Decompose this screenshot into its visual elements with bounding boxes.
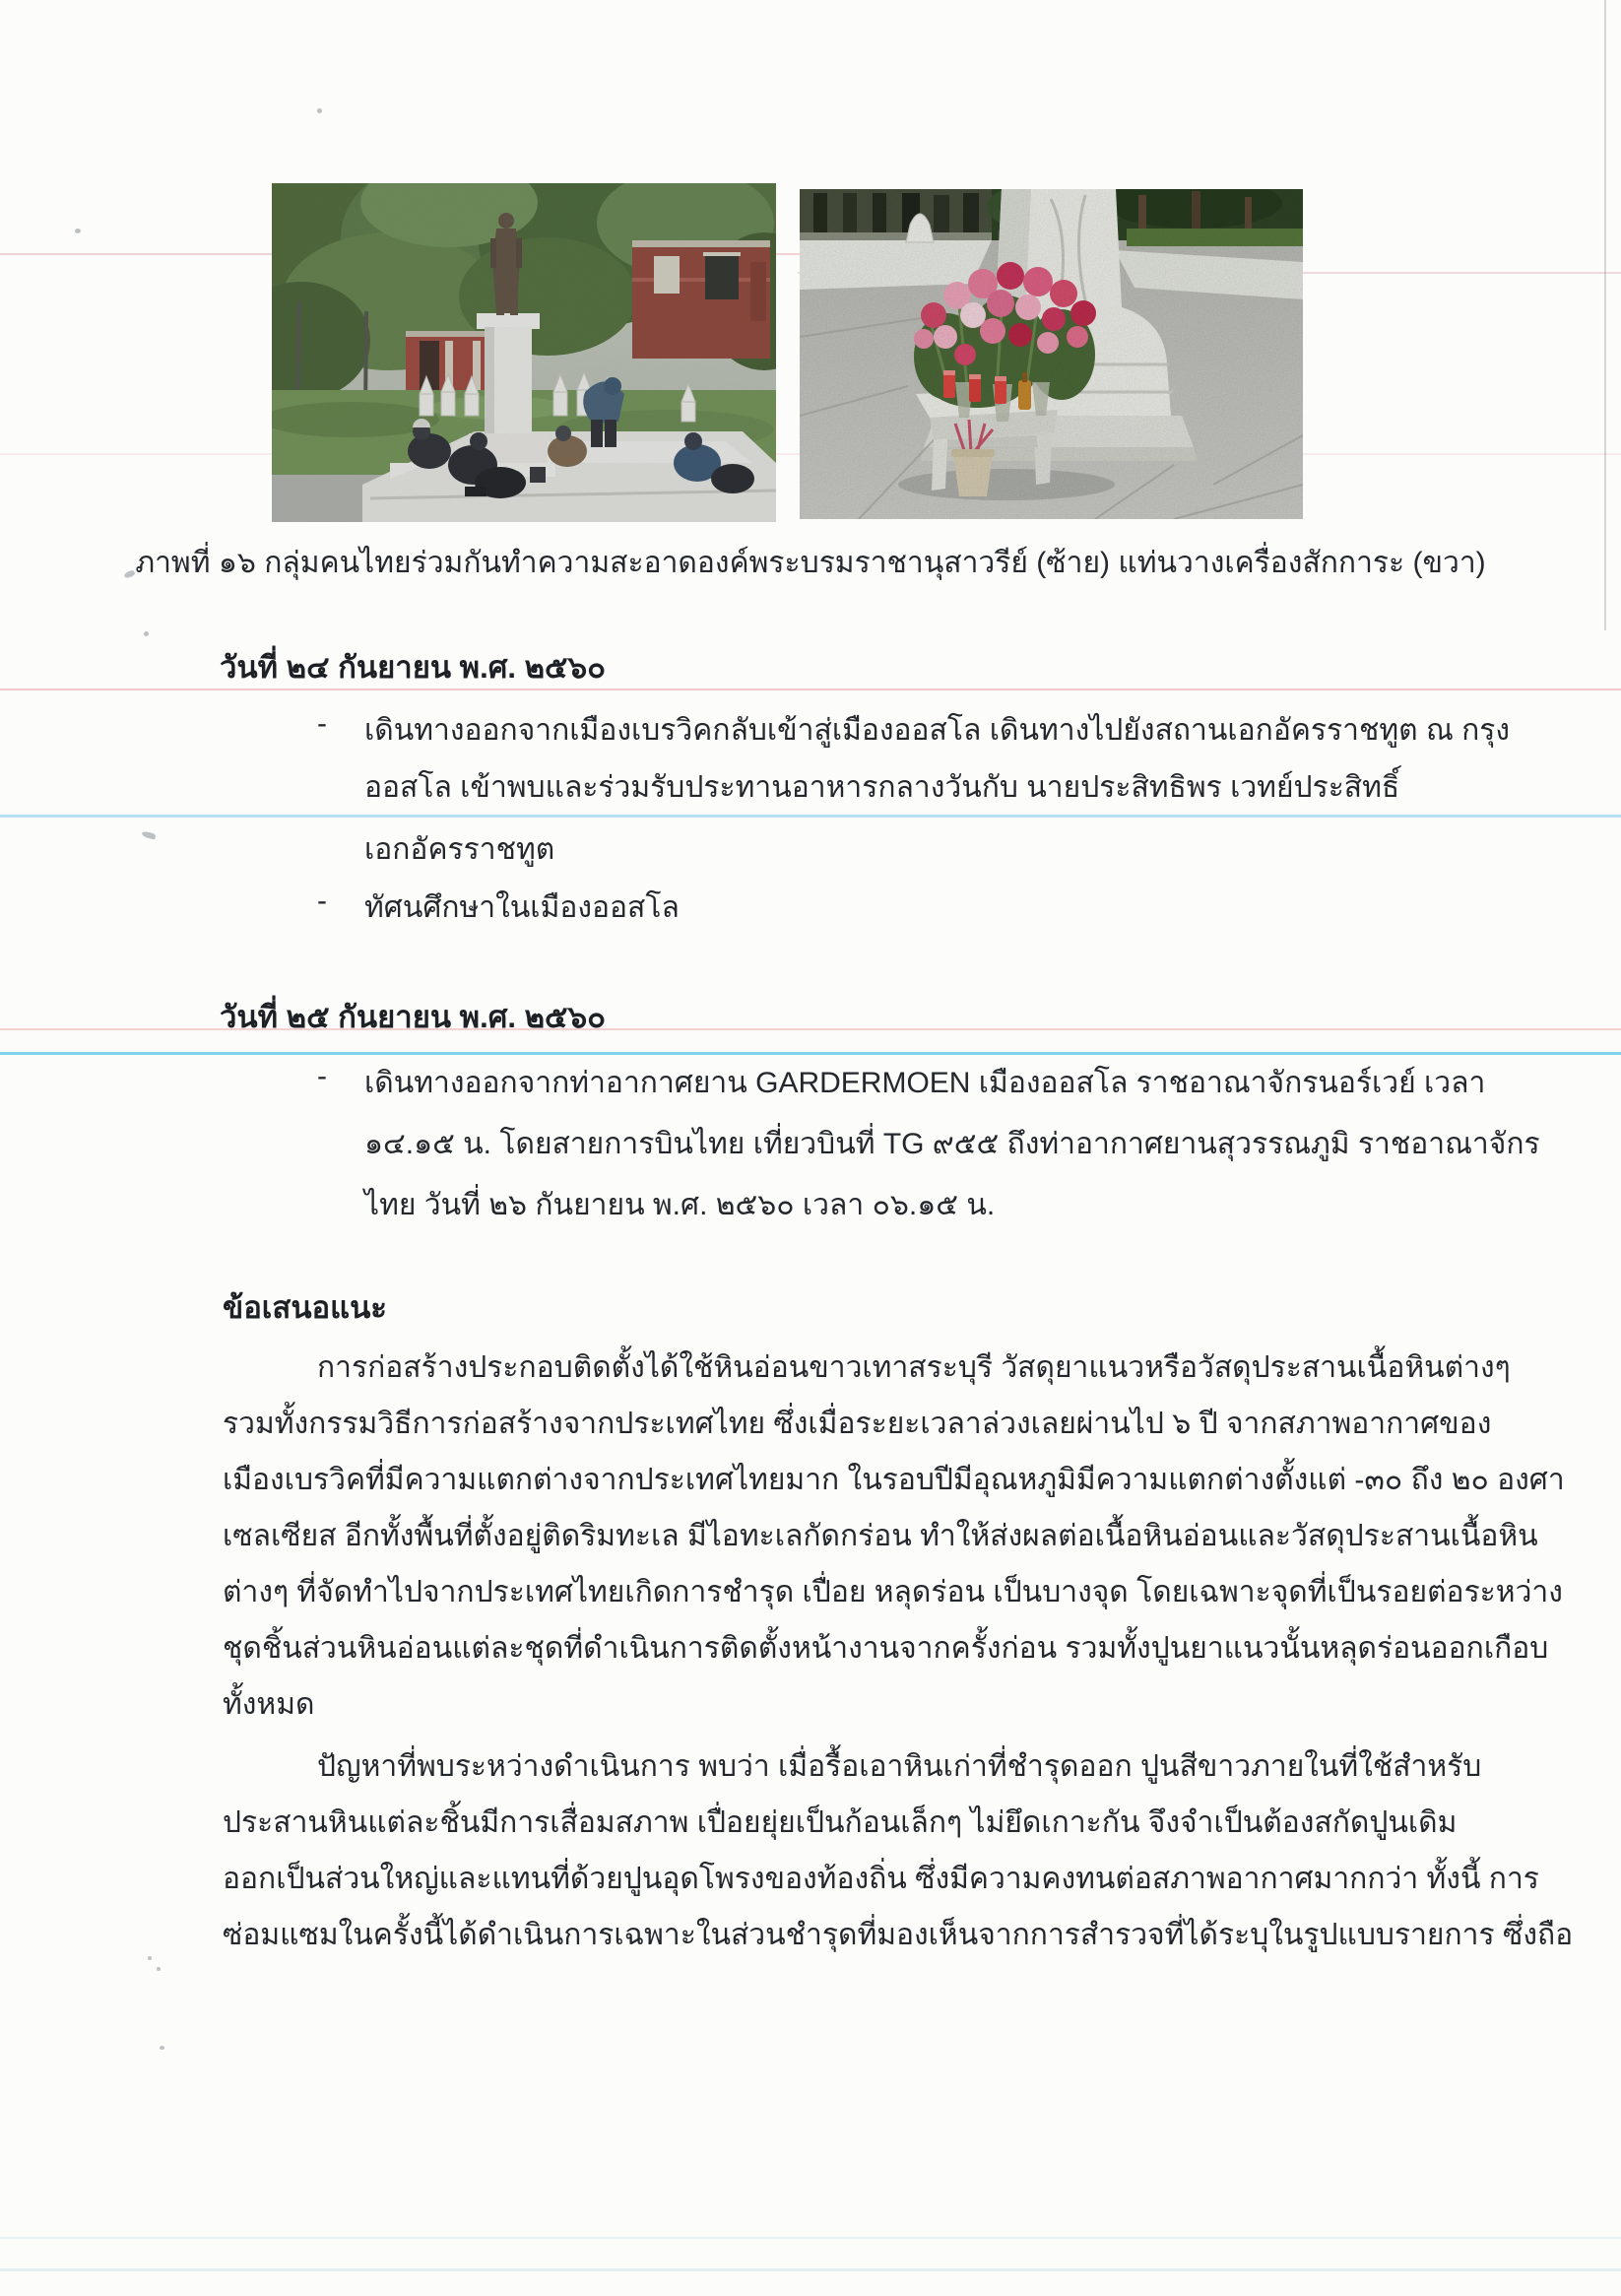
left-photo-monument-cleaning — [272, 183, 776, 522]
bullet-dash: - — [317, 707, 327, 740]
scan-artifact-line — [0, 2268, 1621, 2271]
section2-heading: วันที่ ๒๕ กันยายน พ.ศ. ๒๕๖๐ — [220, 1000, 607, 1034]
paper-edge-line — [1604, 0, 1606, 630]
scan-speck — [148, 1956, 152, 1960]
right-photo-offering-table — [800, 189, 1303, 519]
section1-bullet1-line3: เอกอัครราชทูต — [364, 833, 555, 866]
section1-heading: วันที่ ๒๔ กันยายน พ.ศ. ๒๕๖๐ — [220, 650, 607, 685]
recommendations-heading: ข้อเสนอแนะ — [223, 1290, 387, 1325]
reco-para2-line3: ออกเป็นส่วนใหญ่และแทนที่ด้วยปูนอุดโพรงของท้องถิ่น ซึ่งมีความคงทนต่อสภาพอากาศมากกว่า ทั้งนี้ การ — [223, 1863, 1539, 1895]
figure-caption: ภาพที่ ๑๖ กลุ่มคนไทยร่วมกันทำความสะอาดองค์พระบรมราชานุสาวรีย์ (ซ้าย) แท่นวางเครื่องสักการะ (ขวา) — [135, 547, 1486, 579]
scan-artifact-line — [0, 689, 1621, 690]
reco-para1-line6: ชุดชิ้นส่วนหินอ่อนแต่ละชุดที่ดำเนินการติดตั้งหน้างานจากครั้งก่อน รวมทั้งปูนยาแนวนั้นหลุดร่อนออกเกือบ — [223, 1632, 1549, 1665]
right-photo-illustration — [800, 189, 1303, 519]
reco-para2-line2: ประสานหินแต่ละชิ้นมีการเสื่อมสภาพ เปื่อยยุ่ยเป็นก้อนเล็กๆ ไม่ยึดเกาะกัน จึงจำเป็นต้องสกัดปูนเดิม — [223, 1806, 1458, 1839]
section1-bullet2-line1: ทัศนศึกษาในเมืองออสโล — [364, 891, 680, 924]
scan-speck — [157, 1967, 161, 1971]
reco-para2-line4: ซ่อมแซมในครั้งนี้ได้ดำเนินการเฉพาะในส่วนชำรุดที่มองเห็นจากการสำรวจที่ได้ระบุในรูปแบบรายการ ซึ่งถือ — [223, 1919, 1574, 1951]
reco-para1-line4: เซลเซียส อีกทั้งพื้นที่ตั้งอยู่ติดริมทะเล มีไอทะเลกัดกร่อน ทำให้ส่งผลต่อเนื้อหินอ่อนและวัสดุประสานเนื้อหิน — [223, 1520, 1538, 1552]
section1-bullet1-line2: ออสโล เข้าพบและร่วมรับประทานอาหารกลางวันกับ นายประสิทธิพร เวทย์ประสิทธิ์ — [364, 771, 1400, 804]
scan-speck — [144, 631, 149, 636]
reco-para1-line5: ต่างๆ ที่จัดทำไปจากประเทศไทยเกิดการชำรุด เปื่อย หลุดร่อน เป็นบางจุด โดยเฉพาะจุดที่เป็นรอยต่อระหว่าง — [223, 1576, 1563, 1608]
scan-speck — [142, 831, 157, 840]
section2-bullet1-line2: ๑๔.๑๕ น. โดยสายการบินไทย เที่ยวบินที่ TG ๙๕๕ ถึงท่าอากาศยานสุวรรณภูมิ ราชอาณาจักร — [364, 1128, 1540, 1160]
reco-para1-line2: รวมทั้งกรรมวิธีการก่อสร้างจากประเทศไทย ซึ่งเมื่อระยะเวลาล่วงเลยผ่านไป ๖ ปี จากสภาพอากาศของ — [223, 1408, 1492, 1440]
bullet-dash: - — [317, 1060, 327, 1092]
left-photo-illustration — [272, 183, 776, 522]
scan-speck — [317, 108, 322, 113]
reco-para1-line1: การก่อสร้างประกอบติดตั้งได้ใช้หินอ่อนขาวเทาสระบุรี วัสดุยาแนวหรือวัสดุประสานเนื้อหินต่างๆ — [317, 1351, 1511, 1384]
reco-para1-line3: เมืองเบรวิคที่มีความแตกต่างจากประเทศไทยมาก ในรอบปีมีอุณหภูมิมีความแตกต่างตั้งแต่ -๓๐ ถึง ๒๐ องศา — [223, 1464, 1565, 1496]
scan-artifact-line — [0, 1052, 1621, 1055]
bullet-dash: - — [317, 885, 327, 917]
scan-speck — [160, 2046, 164, 2050]
scan-artifact-line — [0, 2237, 1621, 2239]
scan-artifact-line — [0, 815, 1621, 818]
reco-para2-line1: ปัญหาที่พบระหว่างดำเนินการ พบว่า เมื่อรื้อเอาหินเก่าที่ชำรุดออก ปูนสีขาวภายในที่ใช้สำหรับ — [317, 1750, 1482, 1783]
section2-bullet1-line1: เดินทางออกจากท่าอากาศยาน GARDERMOEN เมืองออสโล ราชอาณาจักรนอร์เวย์ เวลา — [364, 1067, 1486, 1099]
section1-bullet1-line1: เดินทางออกจากเมืองเบรวิคกลับเข้าสู่เมืองออสโล เดินทางไปยังสถานเอกอัครราชทูต ณ กรุง — [364, 714, 1511, 747]
scan-speck — [75, 229, 81, 233]
reco-para1-line7: ทั้งหมด — [223, 1688, 315, 1721]
section2-bullet1-line3: ไทย วันที่ ๒๖ กันยายน พ.ศ. ๒๕๖๐ เวลา ๐๖.๑๕ น. — [364, 1189, 996, 1221]
